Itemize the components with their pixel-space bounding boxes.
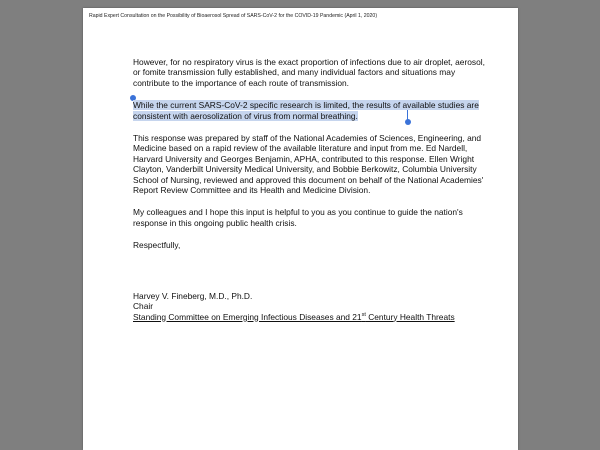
signer-title: Chair [133, 301, 154, 312]
letter-body [133, 57, 493, 322]
paragraph-acknowledgment: This response was prepared by staff of the National Academies of Sciences, Engineering, and Medicine based on a rapid review of the available literature and input from me. Ed Nardell, Harvard University and Georges Benjamin, APHA, contributed to this response. Ellen Wright Clayton, Vanderbilt University Medical University, and Bobbie Berkowitz, Columbia University School of Nursing, reviewed and approved this document on behalf of the National Academies' Report Review Committee and its Health and Medicine Division. [133, 133, 484, 196]
committee-name: Standing Committee on Emerging Infectious Diseases and 21st Century Health Threats [133, 311, 455, 322]
selected-paragraph[interactable] [133, 100, 493, 121]
closing-salutation: Respectfully, [133, 240, 181, 251]
running-header: Rapid Expert Consultation on the Possibility of Bioaerosol Spread of SARS-CoV-2 for the COVID-19 Pandemic (April 1, 2020) [89, 13, 378, 19]
paragraph-closing-remarks: My colleagues and I hope this input is helpful to you as you continue to guide the nation's response in this ongoing public health crisis. [133, 207, 463, 228]
selection-end-handle[interactable] [405, 119, 411, 125]
signer-name: Harvey V. Fineberg, M.D., Ph.D. [133, 290, 253, 301]
paragraph-transmission: However, for no respiratory virus is the exact proportion of infections due to air droplet, aerosol, or fomite transmission fully established, and many individual factors and situations may contribute to the importance of each route of transmission. [133, 57, 485, 88]
document-page [83, 8, 518, 450]
selected-text[interactable]: While the current SARS-CoV-2 specific research is limited, the results of available studies are consistent with aerosolization of virus from normal breathing. [133, 100, 479, 121]
